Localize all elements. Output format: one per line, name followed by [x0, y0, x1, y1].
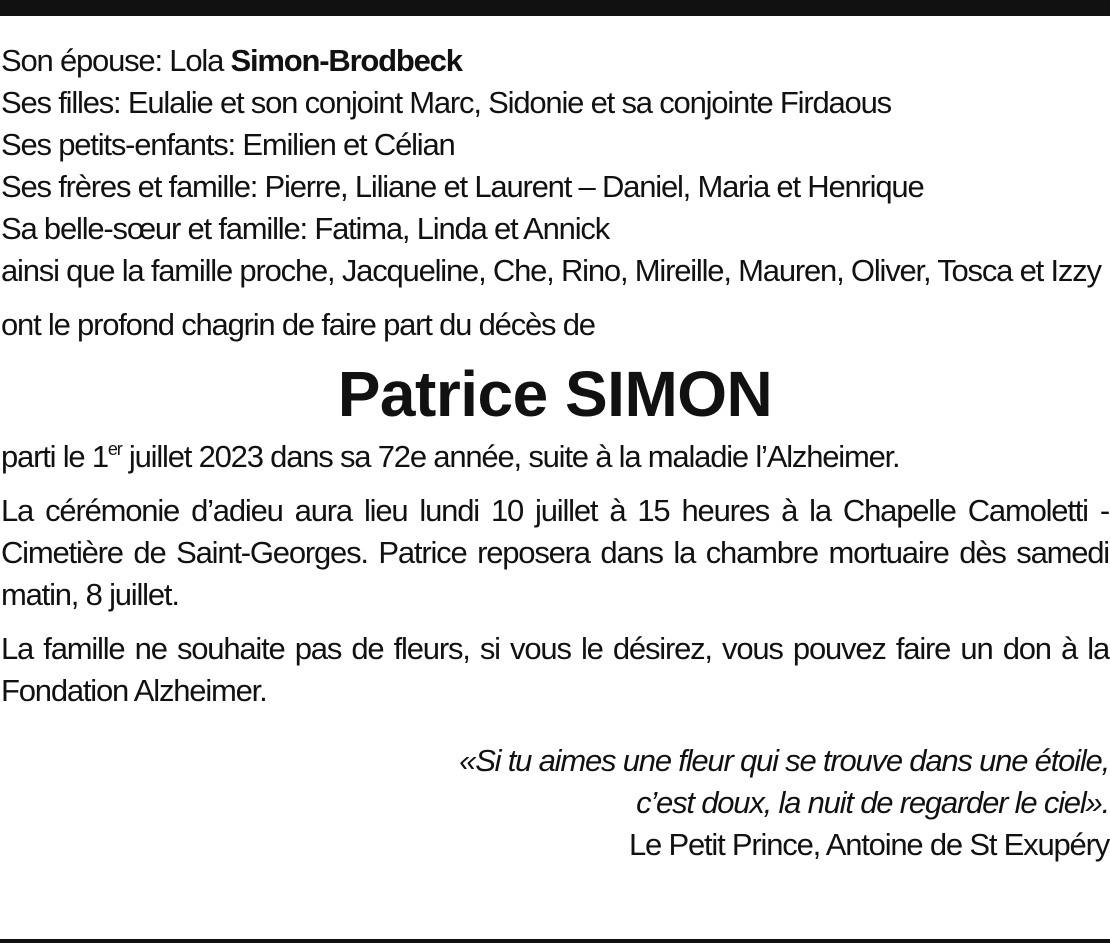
closing-quote [1, 740, 1109, 866]
passing-line [1, 436, 1109, 478]
ceremony-paragraph: La cérémonie d’adieu aura lieu lundi 10 juillet à 15 heures à la Chapelle Camoletti - Cimetière de Saint-Georges. Patrice reposera dans la chambre mortuaire dès samedi matin, 8 juillet. [1, 493, 1109, 612]
obituary-notice [1, 40, 1109, 866]
spouse-label: Son épouse: Lola [1, 43, 231, 78]
grandchildren-line: Ses petits-enfants: Emilien et Célian [1, 127, 455, 162]
passing-prefix: parti le 1 [1, 439, 108, 474]
sister-in-law-line: Sa belle-sœur et famille: Fatima, Linda et Annick [1, 211, 609, 246]
quote-attribution: Le Petit Prince, Antoine de St Exupéry [629, 827, 1109, 862]
quote-line-2: c’est doux, la nuit de regarder le ciel». [636, 785, 1109, 820]
passing-suffix: juillet 2023 dans sa 72e année, suite à la maladie l’Alzheimer. [121, 439, 900, 474]
brothers-line: Ses frères et famille: Pierre, Liliane et Laurent – Daniel, Maria et Henrique [1, 169, 924, 204]
deceased-name: Patrice SIMON [337, 358, 773, 430]
daughters-line: Ses filles: Eulalie et son conjoint Marc, Sidonie et sa conjointe Firdaous [1, 85, 891, 120]
quote-line-1: «Si tu aimes une fleur qui se trouve dans une étoile, [459, 743, 1109, 778]
spouse-line [1, 40, 1109, 82]
spouse-surname: Simon-Brodbeck [230, 43, 462, 78]
bottom-border-rule [0, 939, 1110, 943]
top-border-rule [0, 0, 1110, 16]
flowers-note-paragraph: La famille ne souhaite pas de fleurs, si vous le désirez, vous pouvez faire un don à la Fondation Alzheimer. [1, 631, 1109, 708]
announcement-text: ont le profond chagrin de faire part du décès de [1, 307, 595, 342]
passing-superscript: er [107, 439, 122, 459]
close-family-line: ainsi que la famille proche, Jacqueline, Che, Rino, Mireille, Mauren, Oliver, Tosca et Izzy [1, 253, 1101, 288]
